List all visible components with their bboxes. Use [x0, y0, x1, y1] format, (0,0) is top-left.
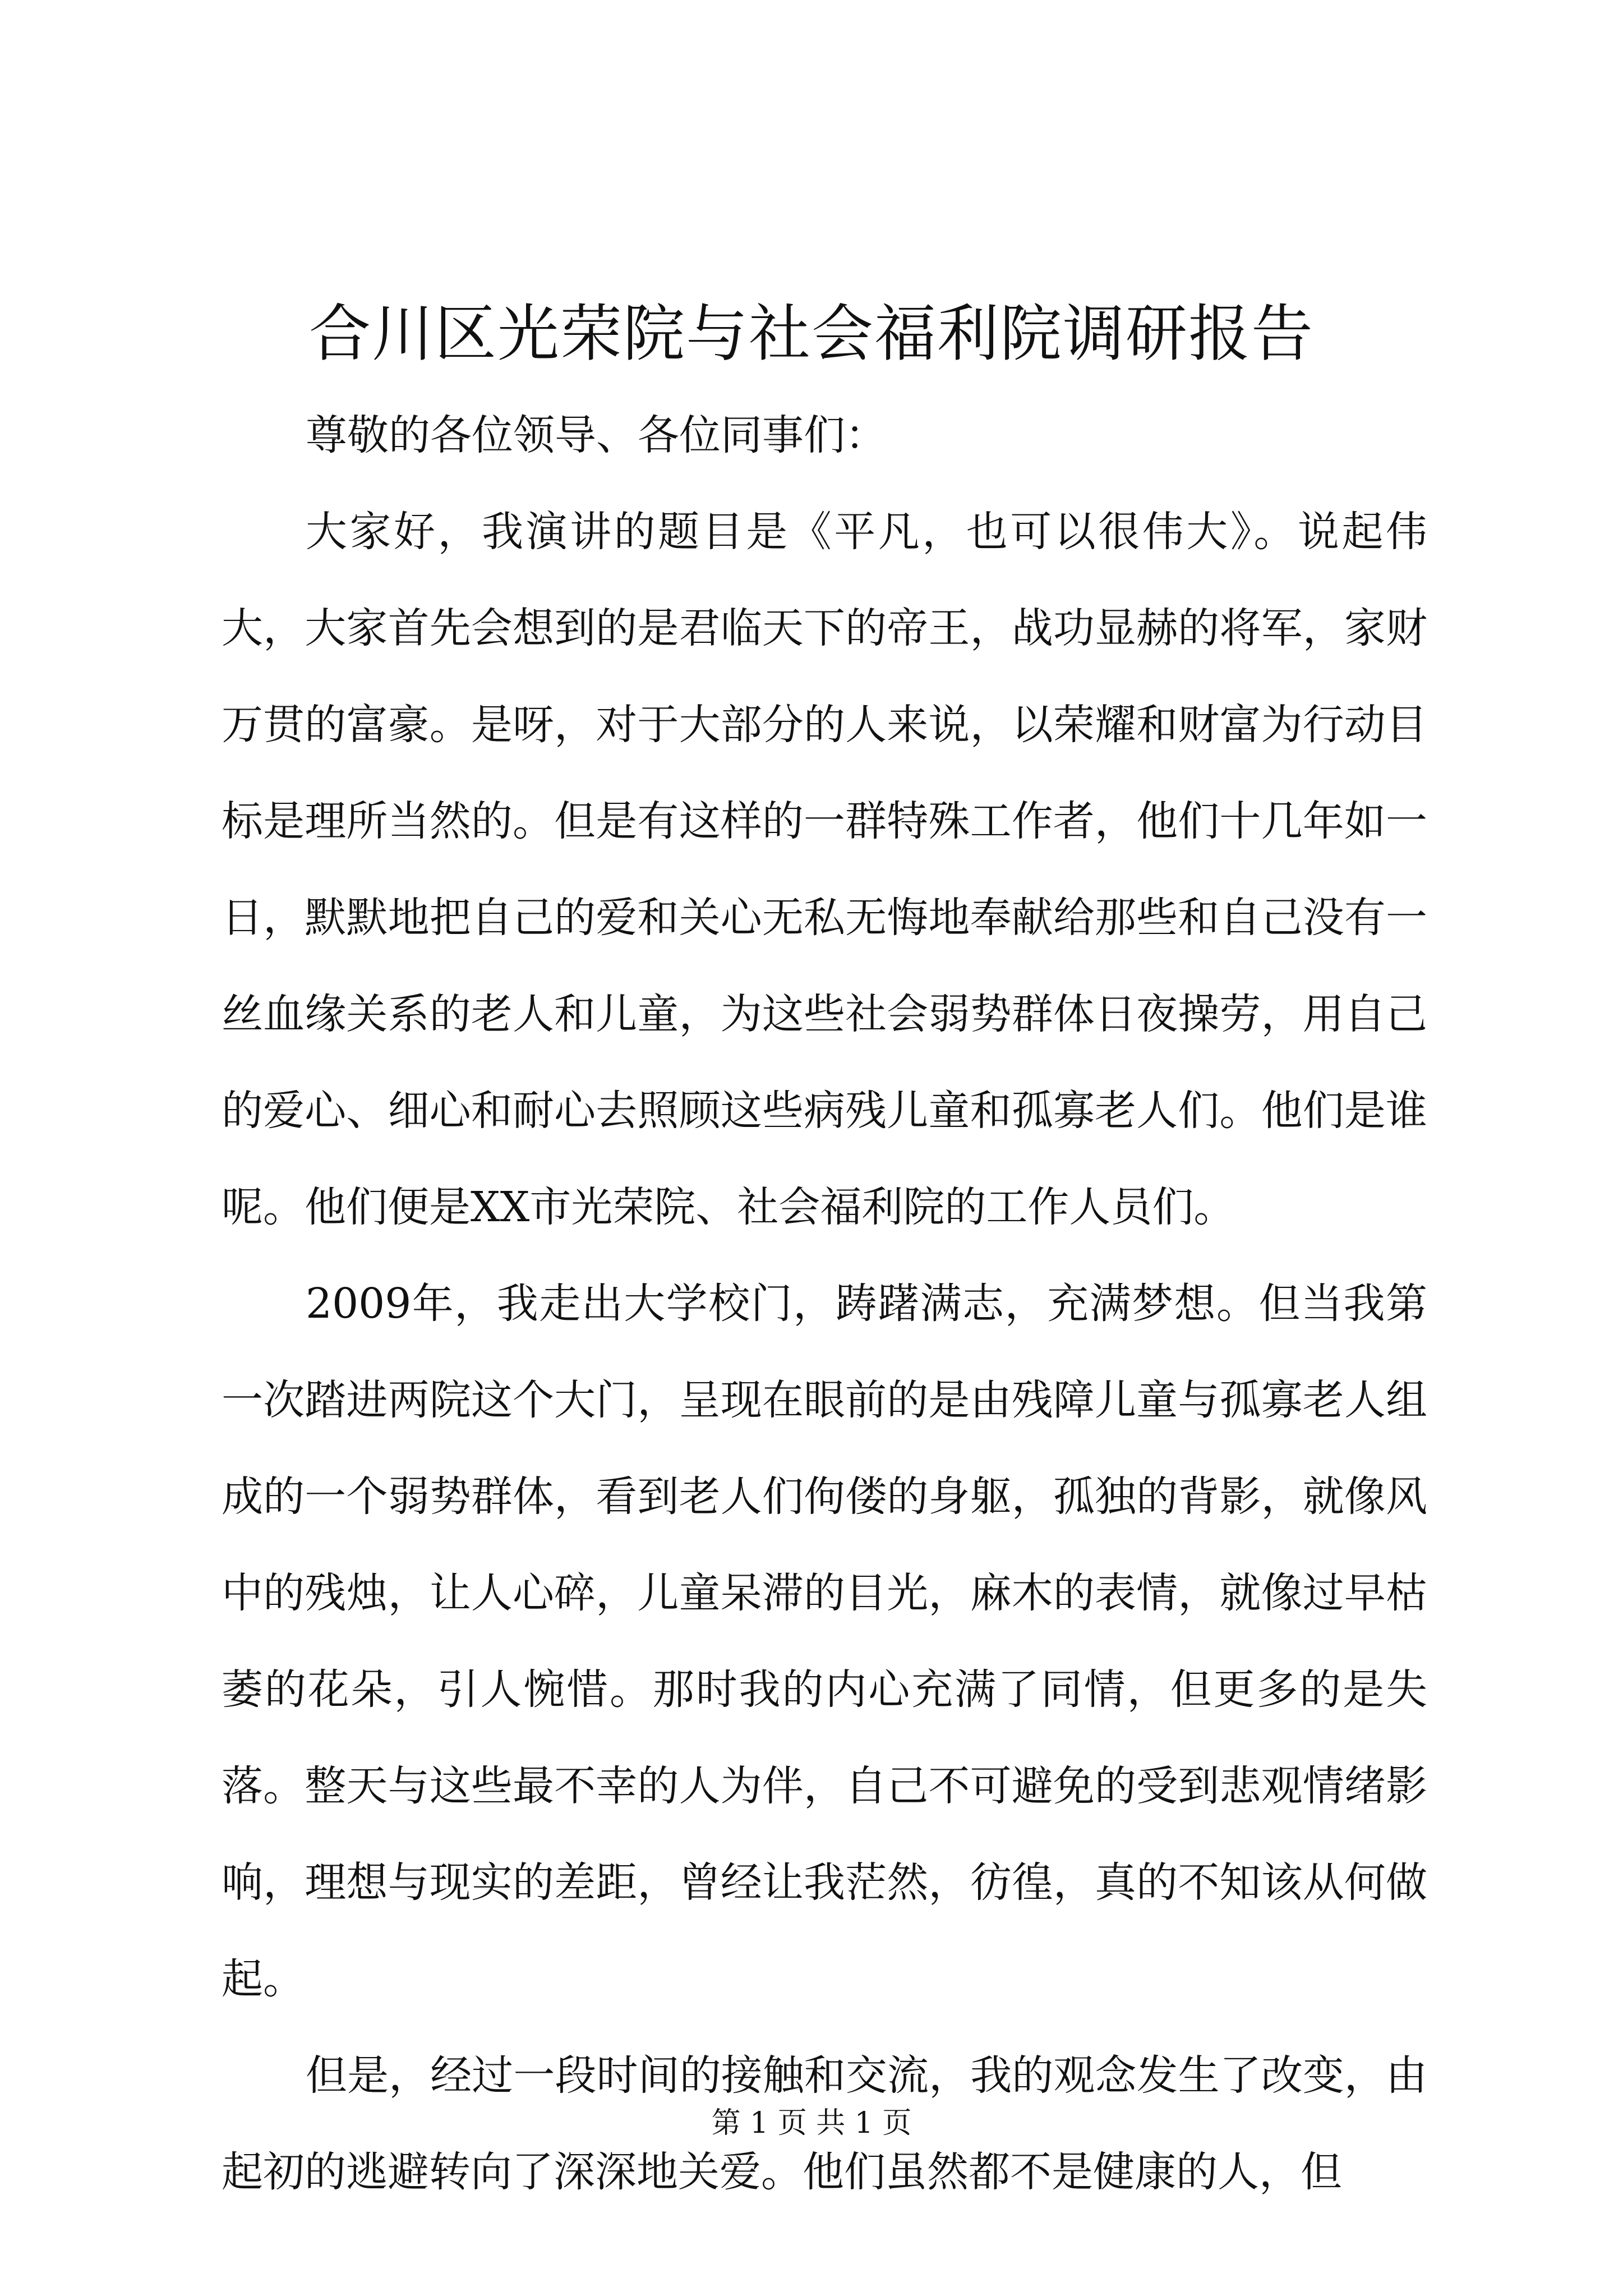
paragraph-intro: 大家好，我演讲的题目是《平凡，也可以很伟大》。说起伟大，大家首先会想到的是君临天下的帝王，战功显赫的将军，家财万贯的富豪。是呀，对于大部分的人来说，以荣耀和财富为行动目标是理所当然的。但是有这样的一群特殊工作者，他们十几年如一日，默默地把自己的爱和关心无私无悔地奉献给那些和自己没有一丝血缘关系的老人和儿童，为这些社会弱势群体日夜操劳，用自己的爱心、细心和耐心去照顾这些病残儿童和孤寡老人们。他们是谁呢。他们便是XX市光荣院、社会福利院的工作人员们。	[222, 508, 1427, 1231]
page-footer: 第 1 页 共 1 页	[711, 2106, 912, 2140]
document-body	[222, 387, 1427, 2220]
paragraph-2009: 2009年，我走出大学校门，踌躇满志，充满梦想。但当我第一次踏进两院这个大门，呈现在眼前的是由残障儿童与孤寡老人组成的一个弱势群体，看到老人们佝偻的身躯，孤独的背影，就像风中的残烛，让人心碎，儿童呆滞的目光，麻木的表情，就像过早枯萎的花朵，引人惋惜。那时我的内心充满了同情，但更多的是失落。整天与这些最不幸的人为伴，自己不可避免的受到悲观情绪影响，理想与现实的差距，曾经让我茫然，彷徨，真的不知该从何做起。	[222, 1280, 1427, 2003]
paragraph-change: 但是，经过一段时间的接触和交流，我的观念发生了改变，由起初的逃避转向了深深地关爱。他们虽然都不是健康的人，但	[222, 2051, 1427, 2196]
document-title: 合川区光荣院与社会福利院调研报告	[309, 298, 1314, 370]
paragraph-salutation: 尊敬的各位领导、各位同事们：	[306, 411, 887, 459]
